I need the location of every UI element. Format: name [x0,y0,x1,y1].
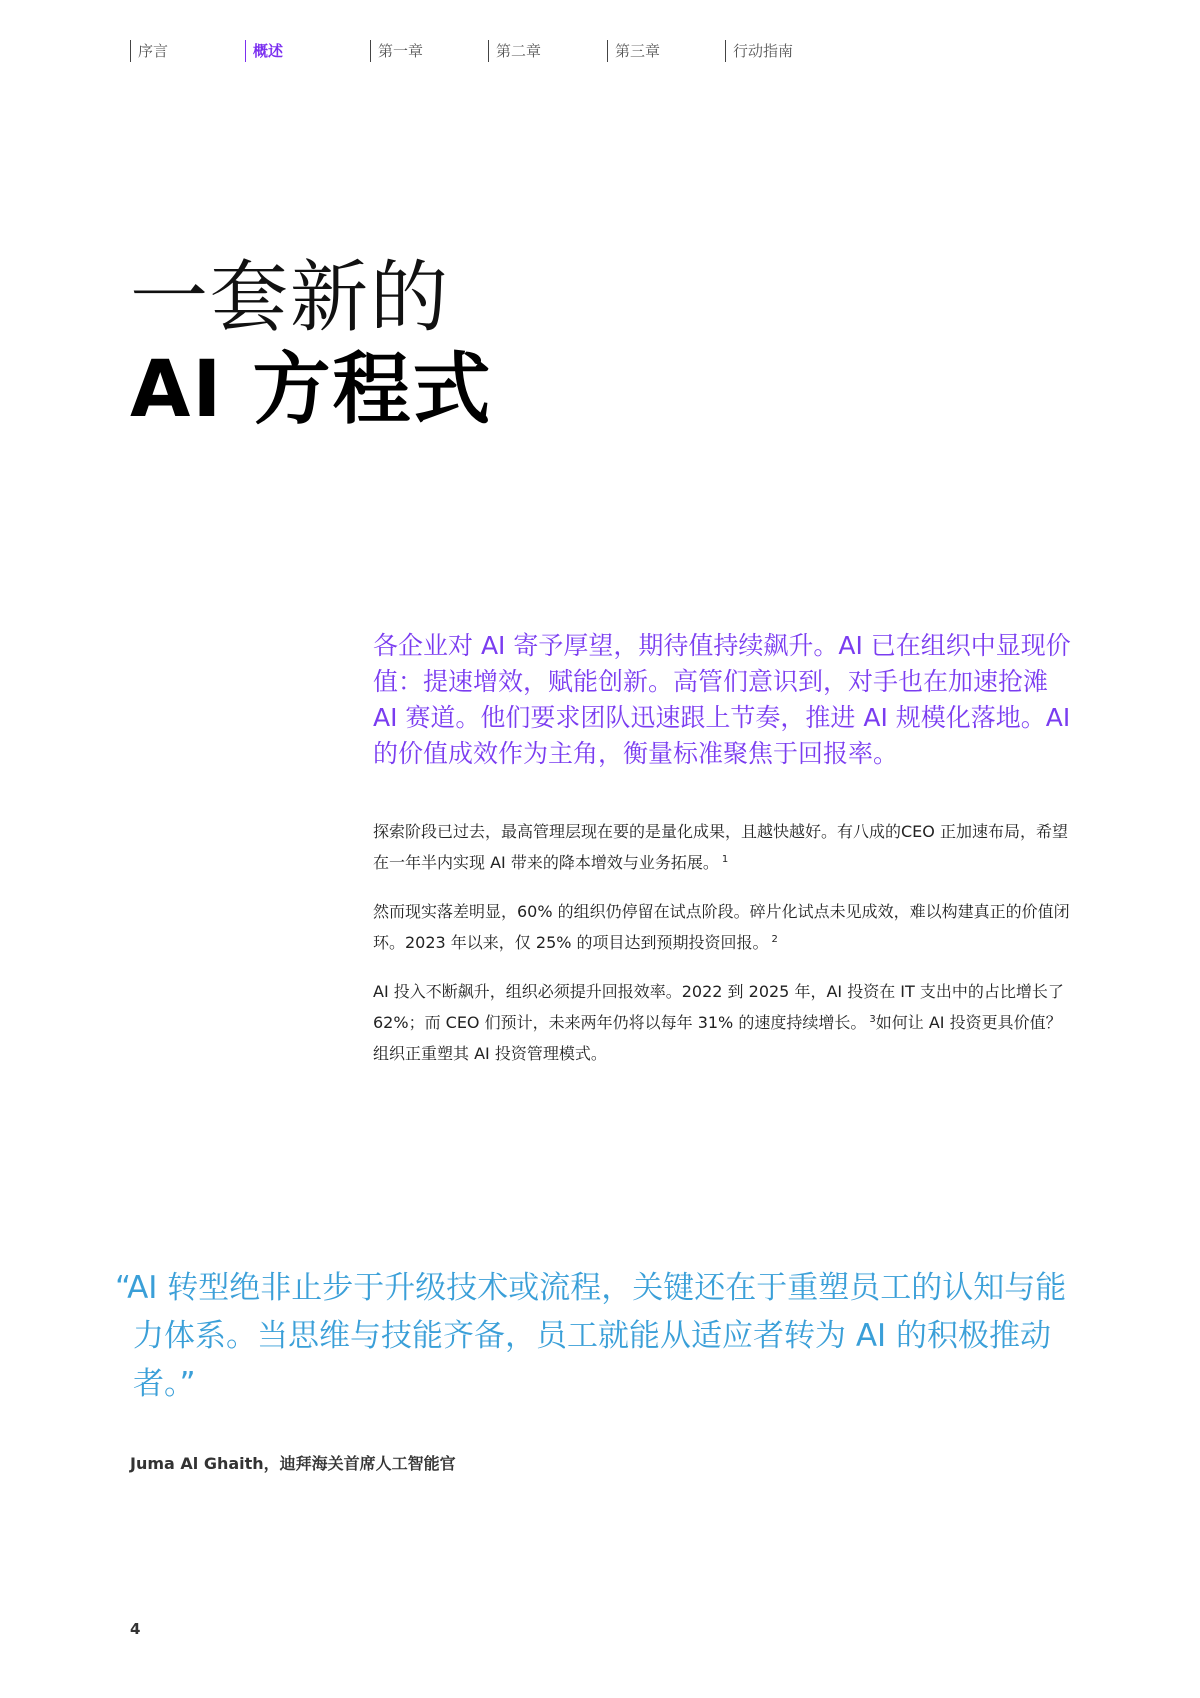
page-title-line-2: AI 方程式 [130,345,493,435]
quote-attribution: Juma Al Ghaith，迪拜海关首席人工智能官 [130,1454,456,1473]
nav-item-chapter-1[interactable]: 第一章 [370,40,423,62]
body-paragraph-3-text: AI 投入不断飙升，组织必须提升回报效率。2022 到 2025 年，AI 投资在 IT 支出中的占比增长了 62%；而 CEO 们预计，未来两年仍将以每年 31% 的速度持续增长。 [373,982,1064,1032]
page-number: 4 [130,1620,141,1638]
nav-item-preface[interactable]: 序言 [130,40,168,62]
pull-quote: “AI 转型绝非止步于升级技术或流程，关键还在于重塑员工的认知与能力体系。当思维与技能齐备，员工就能从适应者转为 AI 的积极推动者。” [115,1270,1067,1402]
footnote-ref-1: 1 [721,853,729,865]
body-paragraph-2 [373,896,1073,958]
nav-item-action-guide[interactable]: 行动指南 [725,40,793,62]
footnote-ref-3: 3 [869,1013,876,1025]
nav-item-chapter-3[interactable]: 第三章 [607,40,660,62]
page-title [130,252,493,436]
body-paragraph-3 [373,976,1073,1069]
body-text [373,816,1073,1087]
nav-item-overview[interactable]: 概述 [245,40,283,62]
page-title-line-1: 一套新的 [130,253,451,343]
body-paragraph-2-text: 然而现实落差明显，60% 的组织仍停留在试点阶段。碎片化试点未见成效，难以构建真正的价值闭环。2023 年以来，仅 25% 的项目达到预期投资回报。 [373,902,1070,952]
body-paragraph-1 [373,816,1073,878]
chapter-nav [130,40,1080,66]
lead-paragraph: 各企业对 AI 寄予厚望，期待值持续飙升。AI 已在组织中显现价值：提速增效，赋能创新。高管们意识到，对手也在加速抢滩 AI 赛道。他们要求团队迅速跟上节奏，推进 AI 规模化落地。AI 的价值成效作为主角，衡量标准聚焦于回报率。 [373,631,1071,768]
nav-item-chapter-2[interactable]: 第二章 [488,40,541,62]
body-paragraph-3-tail: 如何让 AI 投资更具价值？组织正重塑其 AI 投资管理模式。 [373,1013,1062,1063]
footnote-ref-2: 2 [771,933,778,945]
body-paragraph-1-text: 探索阶段已过去，最高管理层现在要的是量化成果，且越快越好。有八成的CEO 正加速布局，希望在一年半内实现 AI 带来的降本增效与业务拓展。 [373,822,1068,872]
